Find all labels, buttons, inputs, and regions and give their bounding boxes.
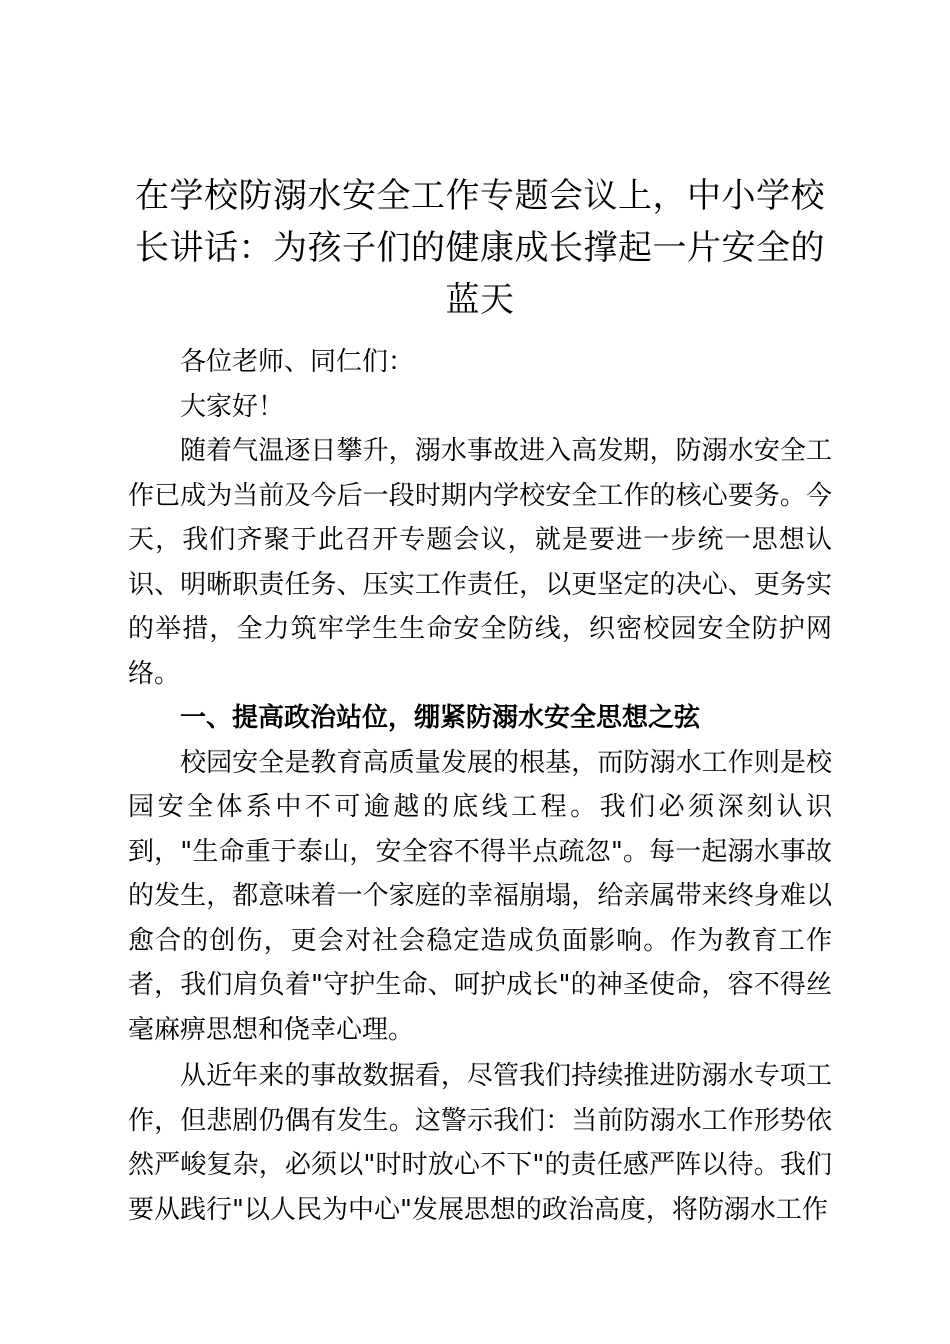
body-paragraph: 从近年来的事故数据看，尽管我们持续推进防溺水专项工作，但悲剧仍偶有发生。这警示我们：当前防溺水工作形势依然严峻复杂，必须以"时时放心不下"的责任感严阵以待。我们要从践行"以人民为中心"发展思想的政治高度，将防溺水工作 [128, 1061, 832, 1225]
greeting: 大家好！ [180, 391, 285, 422]
document-body [128, 170, 832, 1232]
document-title: 在学校防溺水安全工作专题会议上，中小学校长讲话：为孩子们的健康成长撑起一片安全的蓝天 [135, 176, 825, 320]
intro-paragraph: 随着气温逐日攀升，溺水事故进入高发期，防溺水安全工作已成为当前及今后一段时期内学校安全工作的核心要务。今天，我们齐聚于此召开专题会议，就是要进一步统一思想认识、明晰职责任务、压实工作责任，以更坚定的决心、更务实的举措，全力筑牢学生生命安全防线，织密校园安全防护网络。 [128, 436, 832, 689]
section-heading-1: 一、提高政治站位，绷紧防溺水安全思想之弦 [180, 703, 701, 733]
salutation: 各位老师、同仁们： [180, 347, 415, 377]
body-paragraph: 校园安全是教育高质量发展的根基，而防溺水工作则是校园安全体系中不可逾越的底线工程。我们必须深刻认识到，"生命重于泰山，安全容不得半点疏忽"。每一起溺水事故的发生，都意味着一个家庭的幸福崩塌，给亲属带来终身难以愈合的创伤，更会对社会稳定造成负面影响。作为教育工作者，我们肩负着"守护生命、呵护成长"的神圣使命，容不得丝毫麻痹思想和侥幸心理。 [128, 747, 832, 1045]
